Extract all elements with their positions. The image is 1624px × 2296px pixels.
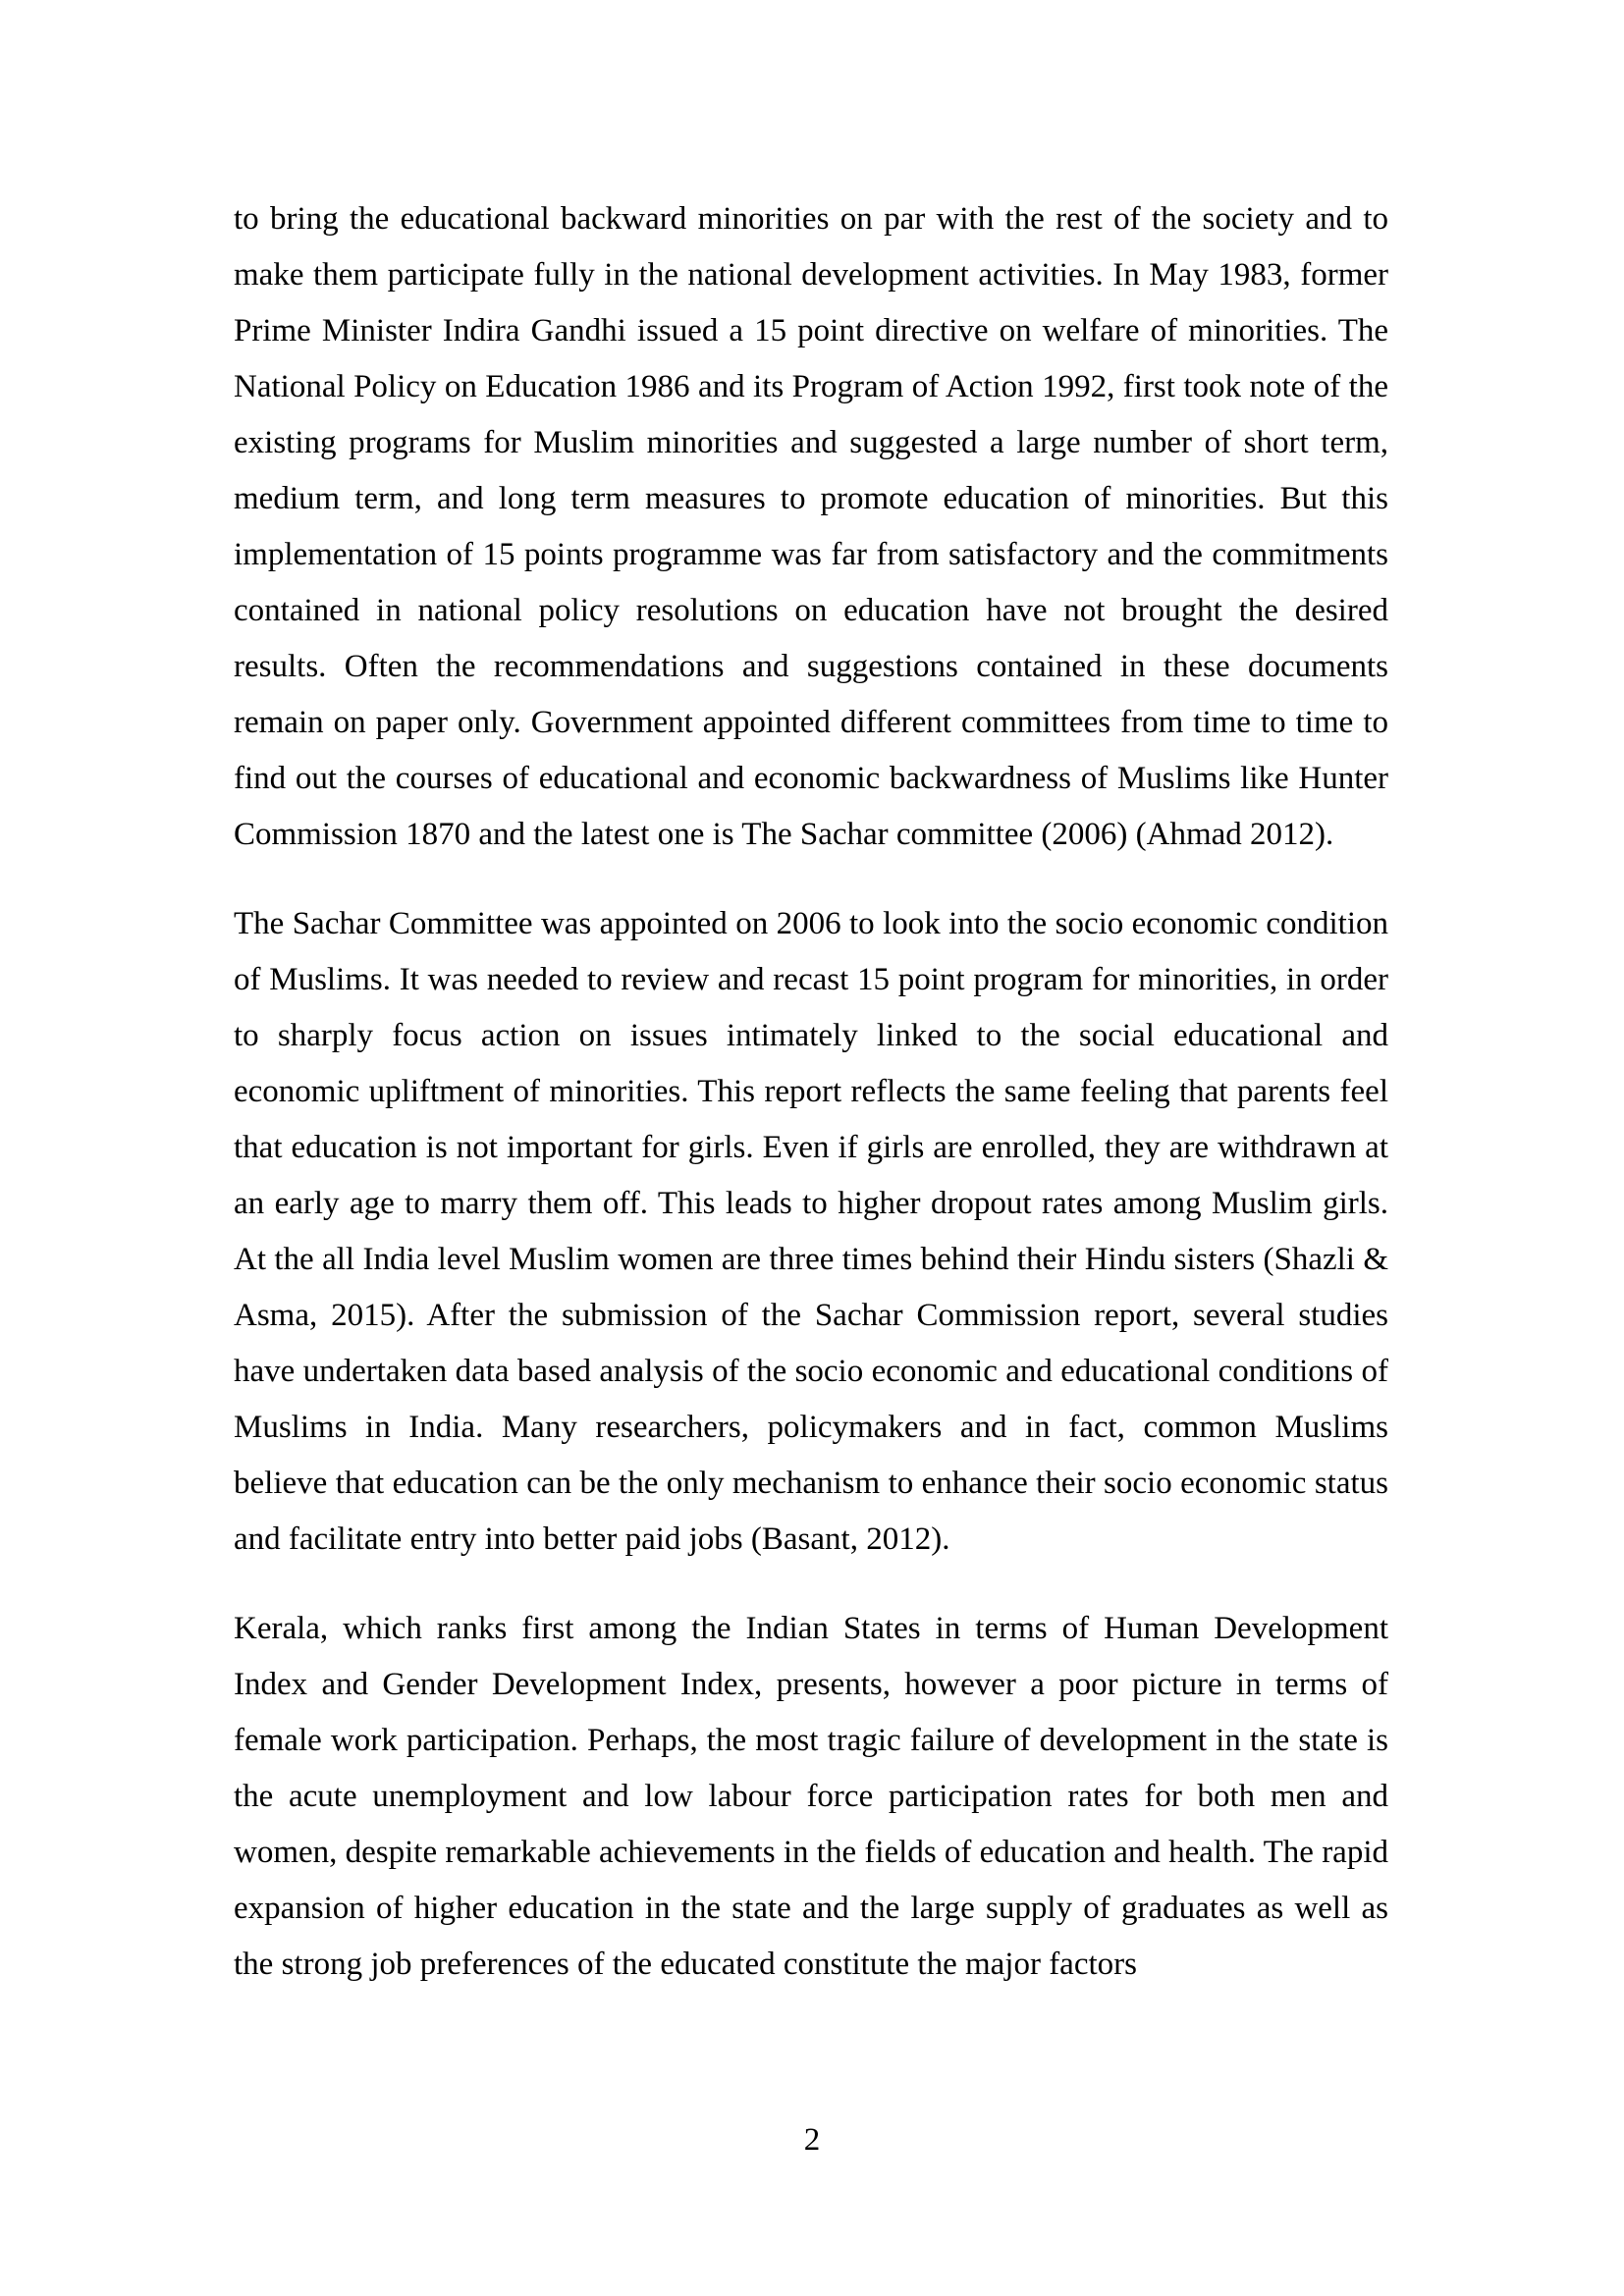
body-paragraph-2: The Sachar Committee was appointed on 2006 to look into the socio economic condition of Muslims. It was needed to review and recast 15 point program for minorities, in order to sharply focus action on issues intimately linked to the social educational and economic upliftment of minorities. This report reflects the same feeling that parents feel that education is not important for girls. Even if girls are enrolled, they are withdrawn at an early age to marry them off. This leads to higher dropout rates among Muslim girls. At the all India level Muslim women are three times behind their Hindu sisters (Shazli & Asma, 2015). After the submission of the Sachar Commission report, several studies have undertaken data based analysis of the socio economic and educational conditions of Muslims in India. Many researchers, policymakers and in fact, common Muslims believe that education can be the only mechanism to enhance their socio economic status and facilitate entry into better paid jobs (Basant, 2012).: [234, 906, 1388, 1557]
body-paragraph-1: to bring the educational backward minorities on par with the rest of the society and to make them participate fully in the national development activities. In May 1983, former Prime Minister Indira Gandhi issued a 15 point directive on welfare of minorities. The National Policy on Education 1986 and its Program of Action 1992, first took note of the existing programs for Muslim minorities and suggested a large number of short term, medium term, and long term measures to promote education of minorities. But this implementation of 15 points programme was far from satisfactory and the commitments contained in national policy resolutions on education have not brought the desired results. Often the recommendations and suggestions contained in these documents remain on paper only. Government appointed different committees from time to time to find out the courses of educational and economic backwardness of Muslims like Hunter Commission 1870 and the latest one is The Sachar committee (2006) (Ahmad 2012).: [234, 201, 1388, 852]
body-paragraph-3: Kerala, which ranks first among the Indian States in terms of Human Development Index and Gender Development Index, presents, however a poor picture in terms of female work participation. Perhaps, the most tragic failure of development in the state is the acute unemployment and low labour force participation rates for both men and women, despite remarkable achievements in the fields of education and health. The rapid expansion of higher education in the state and the large supply of graduates as well as the strong job preferences of the educated constitute the major factors: [234, 1611, 1388, 1982]
page-number: 2: [803, 2122, 821, 2158]
page-body: [234, 191, 1388, 1993]
page-footer: [0, 2112, 1624, 2168]
